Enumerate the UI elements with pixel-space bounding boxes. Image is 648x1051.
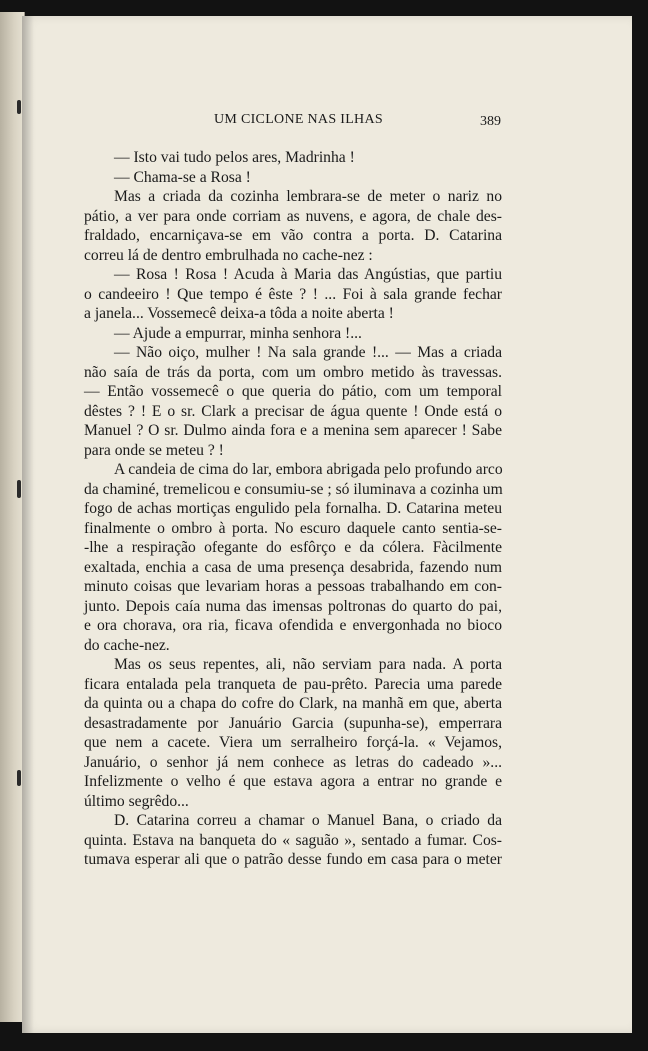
text-line: para onde se meteu ? ! (84, 441, 224, 459)
text-line: exaltada, enchia a casa de uma presença desabrida, fazendo num (84, 558, 502, 576)
gutter-shadow (22, 16, 34, 1033)
text-line: desastradamente por Januário Garcia (supunha-se), emperrara (84, 714, 502, 732)
text-line: A candeia de cima do lar, embora abrigada pelo profundo arco (114, 461, 503, 478)
text-line: Mas a criada da cozinha lembrara-se de meter o nariz no (114, 188, 502, 205)
text-line: o candeeiro ! Que tempo é êste ? ! ... Foi à sala grande fechar (84, 285, 502, 303)
text-line: — Não oiço, mulher ! Na sala grande !... — Mas a criada (114, 344, 502, 361)
text-line: junto. Depois caía numa das imensas poltronas do quarto do pai, (84, 597, 502, 615)
text-line: a janela... Vossemecê deixa-a tôda a noite aberta ! (84, 305, 394, 322)
text-line: não saía de trás da porta, com um ombro metido às travessas. (84, 363, 502, 381)
text-line: Infelizmente o velho é que estava agora a entrar no grande e (84, 773, 502, 790)
running-title: UM CICLONE NAS ILHAS (214, 112, 383, 127)
text-line: último segrêdo... (84, 792, 189, 810)
text-line: D. Catarina correu a chamar o Manuel Bana, o criado da (114, 812, 502, 829)
text-line: finalmente o ombro à porta. No escuro daquele canto sentia-se- (84, 519, 502, 537)
text-line: — Chama-se a Rosa ! (114, 168, 251, 186)
margin-mark (17, 100, 21, 114)
text-line: — Isto vai tudo pelos ares, Madrinha ! (114, 149, 355, 166)
text-line: dêstes ? ! E o sr. Clark a precisar de água quente ! Onde está o (84, 402, 502, 420)
text-line: correu lá de dentro embrulhada no cache-nez : (84, 246, 373, 264)
margin-mark (17, 770, 21, 786)
text-line: ficara entalada pela tranqueta de pau-prêto. Parecia uma parede (84, 675, 502, 693)
margin-mark (17, 480, 21, 498)
text-line: tumava esperar ali que o patrão desse fundo em casa para o meter (84, 851, 502, 868)
text-line: — Ajude a empurrar, minha senhora !... (114, 324, 362, 342)
text-line: fraldado, encarniçava-se em vão contra a porta. D. Catarina (84, 227, 502, 244)
text-line: e ora chorava, ora ria, ficava ofendida e envergonhada no bioco (84, 617, 502, 634)
text-line: da quinta ou a chapa do cofre do Clark, na manhã em que, aberta (84, 695, 502, 712)
text-line: Manuel ? O sr. Dulmo ainda fora e a menina sem aparecer ! Sabe (84, 422, 502, 439)
text-line: — Então vossemecê o que queria do pátio, com um temporal (84, 383, 502, 400)
running-head (82, 112, 502, 134)
text-line: Januário, o senhor já nem conhece as letras do cadeado »... (84, 753, 502, 771)
text-line: da chaminé, tremelicou e consumiu-se ; só iluminava a cozinha um (84, 480, 503, 498)
body-text (84, 148, 502, 870)
text-line: do cache-nez. (84, 636, 170, 654)
text-line: Mas os seus repentes, ali, não serviam para nada. A porta (114, 656, 502, 673)
text-line: minuto coisas que levariam horas a pessoas trabalhando em con- (84, 578, 502, 595)
text-line: — Rosa ! Rosa ! Acuda à Maria das Angústias, que partiu (114, 266, 502, 283)
text-line: pátio, a ver para onde corriam as nuvens, e agora, de chale des- (84, 207, 502, 225)
page-number: 389 (480, 114, 501, 129)
text-line: quinta. Estava na banqueta do « saguão », sentado a fumar. Cos- (84, 831, 502, 849)
text-line: que nem a cacete. Viera um serralheiro forçá-la. « Vejamos, (84, 734, 502, 751)
text-line: -lhe a respiração ofegante do esfôrço e da cólera. Fàcilmente (84, 539, 502, 556)
text-line: fogo de achas mortiças engulido pela fornalha. D. Catarina meteu (84, 500, 502, 517)
